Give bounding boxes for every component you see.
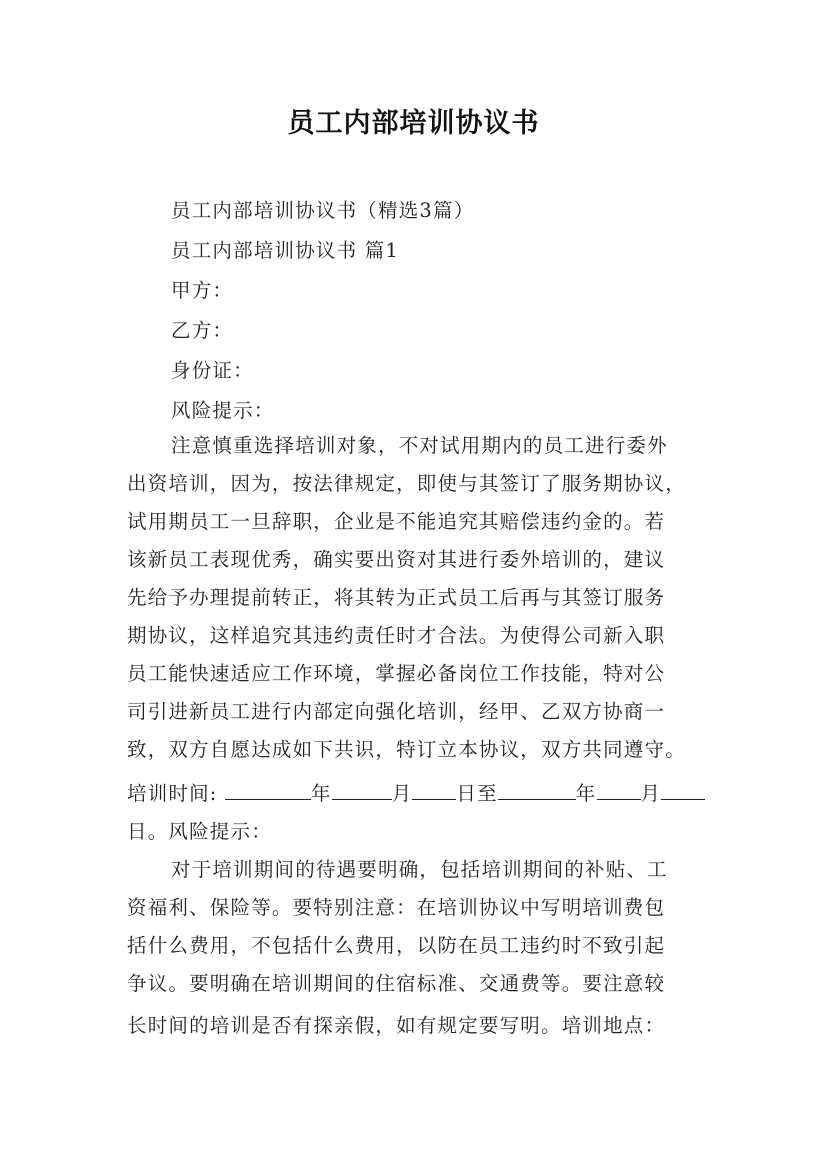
year-blank[interactable] xyxy=(225,781,311,800)
id-card-label: 身份证： xyxy=(171,359,254,382)
training-time-line xyxy=(127,780,717,808)
end-month-label: 月 xyxy=(640,782,662,805)
subtitle-line: 员工内部培训协议书（精选3篇） xyxy=(171,199,475,222)
paragraph-line: 括什么费用，不包括什么费用，以防在员工违约时不致引起 xyxy=(127,934,666,957)
day-blank[interactable] xyxy=(412,781,456,800)
year-label: 年 xyxy=(310,782,332,805)
paragraph-line: 该新员工表现优秀，确实要出资对其进行委外培训的，建议 xyxy=(127,548,666,571)
paragraph-line: 日。风险提示： xyxy=(127,820,272,843)
end-month-blank[interactable] xyxy=(597,781,641,800)
paragraph-line: 试用期员工一旦辞职，企业是不能追究其赔偿违约金的。若 xyxy=(127,510,666,533)
end-year-blank[interactable] xyxy=(498,781,576,800)
end-day-blank[interactable] xyxy=(661,781,705,800)
party-b-label: 乙方： xyxy=(171,319,234,342)
paragraph-line: 长时间的培训是否有探亲假，如有规定要写明。培训地点： xyxy=(127,1014,666,1037)
month-label: 月 xyxy=(391,782,413,805)
day-to-label: 日至 xyxy=(456,782,498,805)
section-heading: 员工内部培训协议书 篇1 xyxy=(171,239,400,262)
paragraph-line: 对于培训期间的待遇要明确，包括培训期间的补贴、工 xyxy=(171,858,668,881)
risk-notice-label: 风险提示： xyxy=(171,399,275,422)
paragraph-line: 期协议，这样追究其违约责任时才合法。为使得公司新入职 xyxy=(127,624,666,647)
paragraph-line: 先给予办理提前转正，将其转为正式员工后再与其签订服务 xyxy=(127,586,666,609)
document-title: 员工内部培训协议书 xyxy=(287,108,540,139)
paragraph-line: 员工能快速适应工作环境，掌握必备岗位工作技能，特对公 xyxy=(127,662,666,685)
paragraph-line: 争议。要明确在培训期间的住宿标准、交通费等。要注意较 xyxy=(127,972,666,995)
paragraph-line: 出资培训，因为，按法律规定，即使与其签订了服务期协议， xyxy=(127,472,686,495)
paragraph-line: 致，双方自愿达成如下共识，特订立本协议，双方共同遵守。 xyxy=(127,738,686,761)
paragraph-line: 注意慎重选择培训对象，不对试用期内的员工进行委外 xyxy=(171,434,668,457)
end-year-label: 年 xyxy=(575,782,597,805)
month-blank[interactable] xyxy=(332,781,392,800)
paragraph-line: 资福利、保险等。要特别注意：在培训协议中写明培训费包 xyxy=(127,896,666,919)
paragraph-line: 司引进新员工进行内部定向强化培训，经甲、乙双方协商一 xyxy=(127,700,666,723)
training-time-label: 培训时间: xyxy=(127,782,218,805)
party-a-label: 甲方： xyxy=(171,279,234,302)
